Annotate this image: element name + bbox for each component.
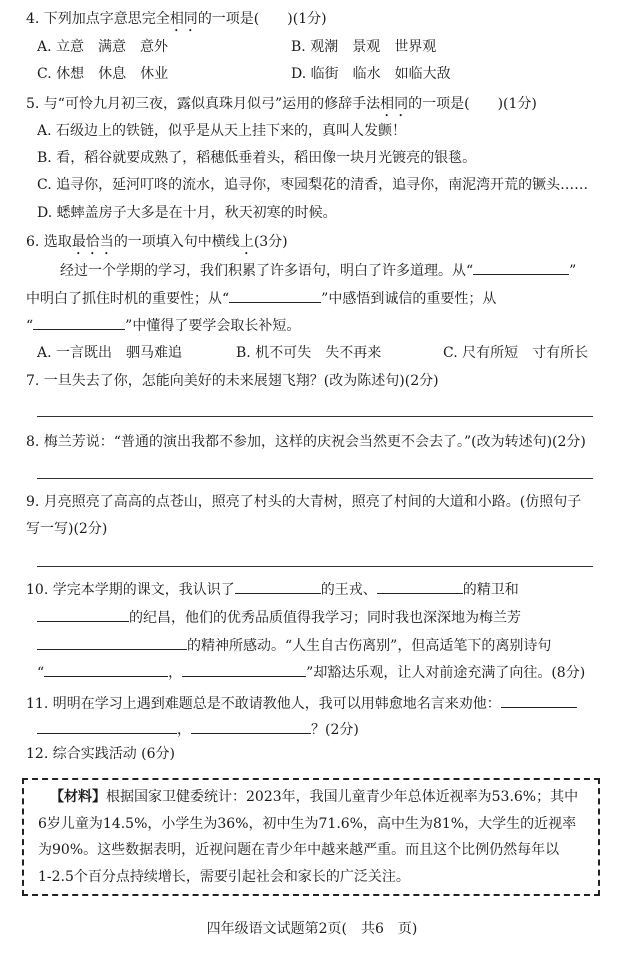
q10-line-4 [37, 662, 585, 683]
q8-stem: 8. 梅兰芳说：“普通的演出我都不参加，这样的庆祝会当然更不会去了。”(改为转述句)(2分) [26, 434, 586, 450]
q10-blank-4[interactable] [37, 635, 187, 650]
q11-l2-a: ， [177, 722, 191, 738]
q10-l2-b: 的纪昌，他们的优秀品质值得我学习；同时我也深深地为梅兰芳 [129, 610, 521, 626]
q5-option-c: C. 追寻你，延河叮咚的流水，追寻你，枣园梨花的清香，追寻你，南泥湾开荒的镢头…… [37, 177, 589, 193]
page-footer: 四年级语文试题第2页( 共6 页) [206, 921, 418, 937]
q6-option-c: C. 尺有所短 寸有所长 [443, 345, 589, 361]
q5-stem-c: 的一项是( )(1分) [408, 96, 537, 112]
material-line-3: 为90%。这些数据表明，近视问题在青少年中越来越严重。而且这个比例仍然每年以 [38, 842, 560, 858]
q6-paragraph-line-2 [26, 288, 496, 309]
q4-option-c: C. 休想 休息 休业 [37, 66, 169, 82]
q6-stem-dotted: 最恰当 [71, 234, 114, 250]
material-box [22, 778, 600, 896]
material-l1: 根据国家卫健委统计：2023年，我国儿童青少年总体近视率为53.6%；其中 [106, 789, 579, 805]
q6-paragraph-line-1 [60, 260, 576, 281]
q6-blank-1[interactable] [473, 260, 569, 275]
q6-p2-b: ”中感悟到诚信的重要性；从 [321, 291, 497, 307]
q6-p1-end: ” [569, 263, 577, 279]
q7-answer-line[interactable] [37, 416, 593, 417]
q11-blank-2[interactable] [37, 719, 177, 734]
q6-blank-2[interactable] [229, 288, 321, 303]
q6-option-b: B. 机不可失 失不再来 [236, 345, 382, 361]
q10-l1-a: 10. 学完本学期的课文，我认识了 [26, 582, 235, 598]
q5-stem-dotted: 相同 [380, 96, 409, 112]
q10-line-3 [37, 635, 551, 656]
q6-stem-a: 6. 选取 [26, 234, 72, 250]
q9-stem-line-1: 9. 月亮照亮了高高的点苍山，照亮了村头的大青树，照亮了村间的大道和小路。(仿照句子 [26, 494, 582, 510]
q10-l4-a: “ [37, 665, 45, 681]
q10-blank-2[interactable] [377, 579, 463, 594]
q8-answer-line[interactable] [37, 478, 593, 479]
material-line-1 [50, 787, 578, 807]
q11-line-1 [26, 693, 577, 714]
q5-stem-a: 5. 与“可怜九月初三夜，露似真珠月似弓”运用的修辞手法 [26, 96, 381, 112]
q6-p3-b: ”中懂得了要学会取长补短。 [125, 318, 301, 334]
q6-blank-3[interactable] [33, 315, 125, 330]
q9-answer-line[interactable] [37, 566, 593, 567]
q4-option-b: B. 观潮 景观 世界观 [291, 39, 437, 55]
q6-p3-a: “ [26, 318, 34, 334]
q4-option-d: D. 临街 临水 如临大敌 [291, 66, 451, 82]
q6-stem-e: (3分) [253, 234, 288, 250]
q5-option-d: D. 蟋蟀盖房子大多是在十月，秋天初寒的时候。 [37, 205, 337, 221]
q6-stem-c: 的一项填入句中横线 [113, 234, 240, 250]
q10-l1-b: 的王戎、 [320, 582, 377, 598]
material-line-2: 6岁儿童为14.5%，小学生为36%，初中生为71.6%，高中生为81%，大学生的近视率 [38, 816, 577, 832]
q10-l4-c: ”却豁达乐观，让人对前途充满了向往。(8分) [306, 665, 586, 681]
q4-stem-a: 4. 下列加点字意思完全 [26, 11, 170, 27]
q11-l2-b: ？(2分) [311, 722, 359, 738]
q10-blank-6[interactable] [182, 662, 306, 677]
q5-option-b: B. 看，稻谷就要成熟了，稻穗低垂着头，稻田像一块月光镀亮的银毯。 [37, 150, 477, 166]
q7-stem: 7. 一旦失去了你，怎能向美好的未来展翅飞翔？(改为陈述句)(2分) [26, 373, 439, 389]
q10-blank-1[interactable] [235, 579, 321, 594]
q4-option-a: A. 立意 满意 意外 [37, 39, 169, 55]
q11-l1: 11. 明明在学习上遇到难题总是不敢请教他人，我可以用韩愈地名言来劝他： [26, 696, 501, 712]
q6-stem [26, 232, 288, 258]
q10-line-1 [26, 579, 519, 600]
q6-paragraph-line-3 [26, 315, 300, 336]
q10-l1-c: 的精卫和 [462, 582, 519, 598]
material-tag: 【材料】 [50, 789, 106, 805]
material-line-4: 1-2.5个百分点持续增长，需要引起社会和家长的广泛关注。 [38, 869, 410, 885]
q6-stem-dotted-2: 上 [239, 234, 254, 250]
q4-stem-c: 的一项是( )(1分) [197, 11, 327, 27]
q11-blank-1[interactable] [501, 693, 577, 708]
q10-l3-b: 的精神所感动。“人生自古伤离别”，但高适笔下的离别诗句 [187, 638, 552, 654]
q6-option-a: A. 一言既出 驷马难追 [37, 345, 183, 361]
q5-option-a: A. 石级边上的铁链，似乎是从天上挂下来的，真叫人发颤！ [37, 123, 407, 139]
q10-line-2 [37, 607, 521, 628]
q10-blank-3[interactable] [37, 607, 129, 622]
q10-l4-b: ， [168, 665, 183, 681]
q11-blank-3[interactable] [191, 719, 311, 734]
q11-line-2 [37, 719, 359, 740]
q12-stem: 12. 综合实践活动 (6分) [26, 746, 175, 762]
q4-stem [26, 9, 327, 35]
q6-p1: 经过一个学期的学习，我们积累了许多语句，明白了许多道理。从“ [60, 263, 474, 279]
q4-stem-dotted: 相同 [169, 11, 198, 27]
q6-p2-a: 中明白了抓住时机的重要性；从“ [26, 291, 230, 307]
q9-stem-line-2: 写一写)(2分) [26, 521, 108, 537]
q10-blank-5[interactable] [44, 662, 168, 677]
q5-stem [26, 94, 537, 120]
